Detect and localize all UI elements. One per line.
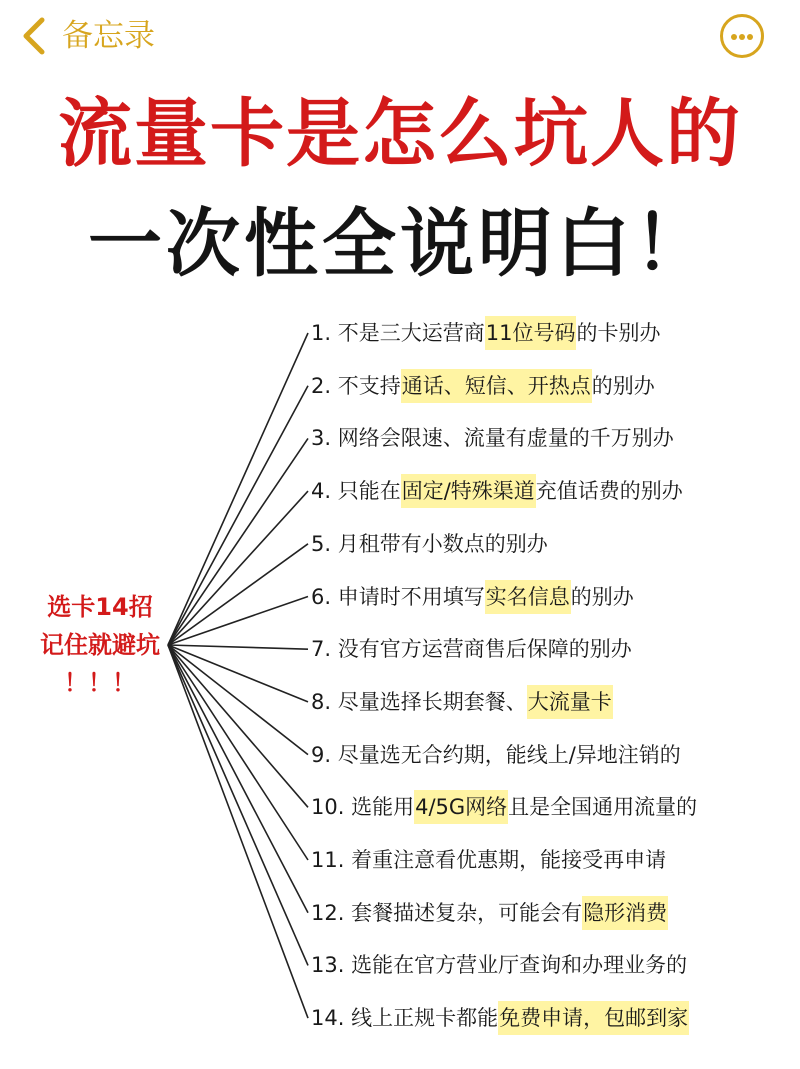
- tip-item-3: [311, 421, 674, 455]
- tip-item-10: [311, 790, 697, 824]
- tip-item-14: [311, 1001, 689, 1035]
- tip-item-2: [311, 369, 655, 403]
- tip-text: 且是全国通用流量的: [508, 795, 698, 820]
- tip-text: 的别办: [591, 373, 655, 398]
- tip-item-8: [311, 685, 613, 719]
- highlighted-text: 4/5G网络: [414, 790, 508, 824]
- tip-text: 9. 尽量选无合约期，能线上/异地注销的: [311, 742, 681, 767]
- back-button-label[interactable]: 备忘录: [62, 18, 155, 54]
- tip-text: 8. 尽量选择长期套餐、: [311, 689, 527, 714]
- tip-text: 充值话费的别办: [535, 479, 683, 504]
- tip-text: 的卡别办: [576, 321, 661, 345]
- branch-line-1: [168, 333, 308, 645]
- highlighted-text: 实名信息: [485, 580, 571, 614]
- tip-item-1: [311, 316, 660, 350]
- branch-line-7: [168, 645, 308, 649]
- tip-text: 5. 月租带有小数点的别办: [311, 531, 548, 556]
- root-label-line-1: 选卡14招: [47, 593, 153, 621]
- tip-text: 12. 套餐描述复杂，可能会有: [311, 900, 583, 925]
- branch-line-3: [168, 438, 308, 645]
- branch-line-14: [168, 645, 308, 1018]
- tip-text: 11. 着重注意看优惠期，能接受再申请: [311, 848, 667, 872]
- tip-item-5: [311, 527, 548, 561]
- branch-line-5: [168, 544, 308, 645]
- tip-text: 3. 网络会限速、流量有虚量的千万别办: [311, 426, 674, 451]
- tip-item-12: [311, 896, 668, 930]
- mind-map-root-label: [20, 588, 180, 702]
- highlighted-text: 11位号码: [485, 316, 577, 350]
- tip-item-6: [311, 580, 634, 614]
- tip-text: 6. 申请时不用填写: [311, 584, 485, 609]
- page-title-line-1: 流量卡是怎么坑人的: [58, 91, 742, 177]
- tip-item-9: [311, 738, 681, 772]
- tip-text: 10. 选能用: [311, 795, 415, 820]
- tip-text: 2. 不支持: [311, 373, 401, 398]
- highlighted-text: 隐形消费: [582, 896, 668, 930]
- branch-line-11: [168, 645, 308, 860]
- branch-line-12: [168, 645, 308, 913]
- root-label-line-3: ！！！: [64, 669, 136, 697]
- tip-item-7: [311, 632, 632, 666]
- tip-text: 的别办: [570, 584, 634, 609]
- page-title-line-2: 一次性全说明白！: [88, 201, 712, 287]
- tip-item-13: [311, 948, 687, 982]
- tip-text: 13. 选能在官方营业厅查询和办理业务的: [311, 953, 688, 978]
- highlighted-text: 通话、短信、开热点: [401, 369, 592, 403]
- branch-line-10: [168, 645, 308, 807]
- tip-text: 14. 线上正规卡都能: [311, 1006, 499, 1031]
- highlighted-text: 大流量卡: [527, 685, 613, 719]
- highlighted-text: 固定/特殊渠道: [401, 474, 536, 508]
- highlighted-text: 免费申请，包邮到家: [498, 1001, 689, 1035]
- tip-text: 4. 只能在: [311, 479, 401, 504]
- tip-item-11: [311, 843, 666, 877]
- tip-text: 1. 不是三大运营商: [311, 321, 485, 345]
- root-label-line-2: 记住就避坑: [40, 631, 160, 659]
- tip-text: 7. 没有官方运营商售后保障的别办: [311, 637, 632, 662]
- tip-item-4: [311, 474, 683, 508]
